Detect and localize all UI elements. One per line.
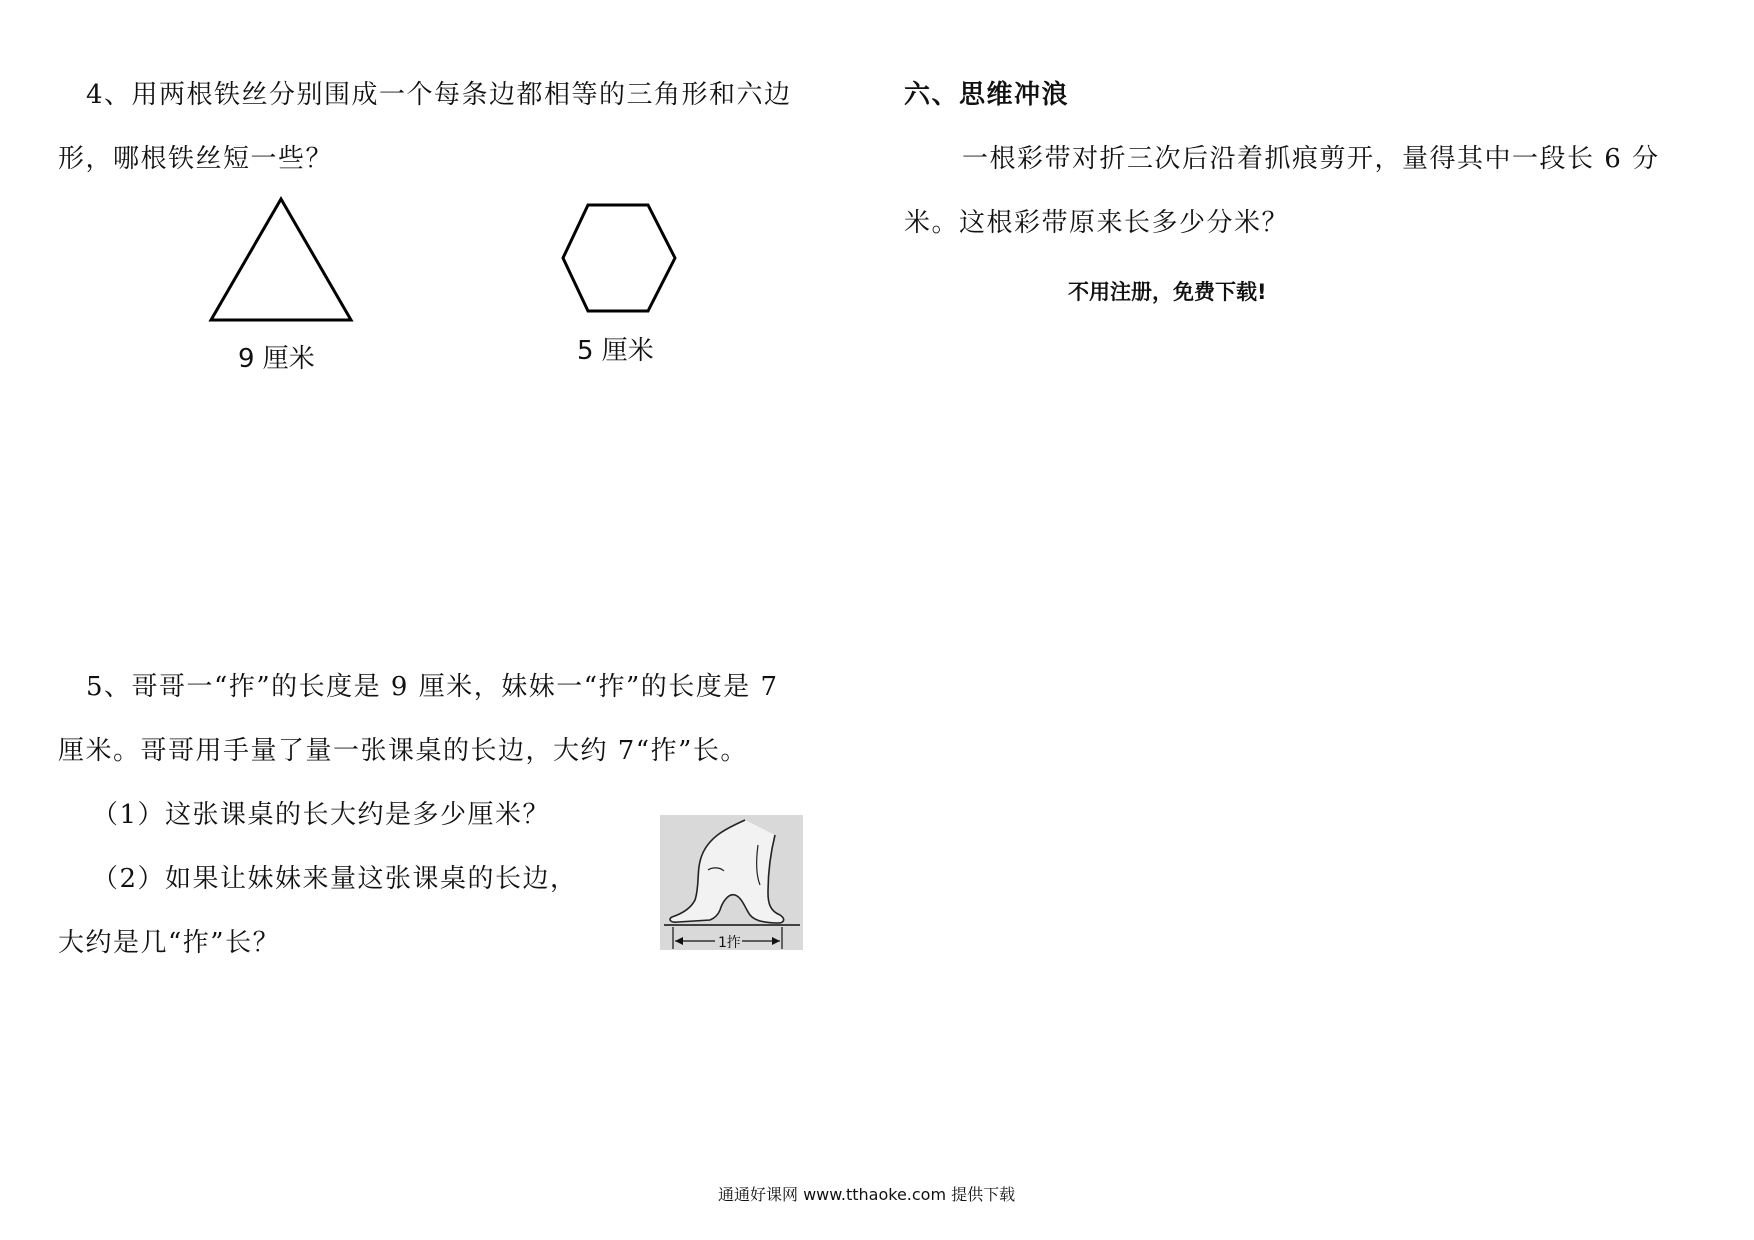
problem-line2: 米。这根彩带原来长多少分米？	[904, 208, 1290, 238]
q5-sub2: （2）如果让妹妹来量这张课桌的长边，	[92, 864, 578, 894]
hand-span-illustration	[660, 815, 803, 950]
triangle-label: 9 厘米	[238, 344, 315, 374]
q5-sub1: （1）这张课桌的长大约是多少厘米？	[92, 800, 551, 830]
q4-line1: 4、用两根铁丝分别围成一个每条边都相等的三角形和六边	[86, 80, 792, 110]
hexagon-label: 5 厘米	[577, 336, 654, 366]
problem-line1: 一根彩带对折三次后沿着抓痕剪开，量得其中一段长 6 分	[962, 144, 1660, 174]
section-title: 六、思维冲浪	[904, 80, 1070, 110]
promo-text: 不用注册，免费下载!	[1068, 280, 1267, 304]
footer-credit: 通通好课网 www.tthaoke.com 提供下载	[718, 1185, 1016, 1204]
hexagon-figure	[560, 200, 680, 320]
q5-line1: 5、哥哥一“拃”的长度是 9 厘米，妹妹一“拃”的长度是 7	[86, 672, 779, 702]
hand-span-label: 1拃	[718, 935, 741, 951]
q5-line2: 厘米。哥哥用手量了量一张课桌的长边，大约 7“拃”长。	[58, 736, 748, 766]
triangle-figure	[205, 195, 355, 325]
q4-line2: 形，哪根铁丝短一些？	[58, 144, 334, 174]
hand-drawing	[660, 815, 803, 950]
q5-sub2-cont: 大约是几“拃”长？	[58, 928, 281, 958]
